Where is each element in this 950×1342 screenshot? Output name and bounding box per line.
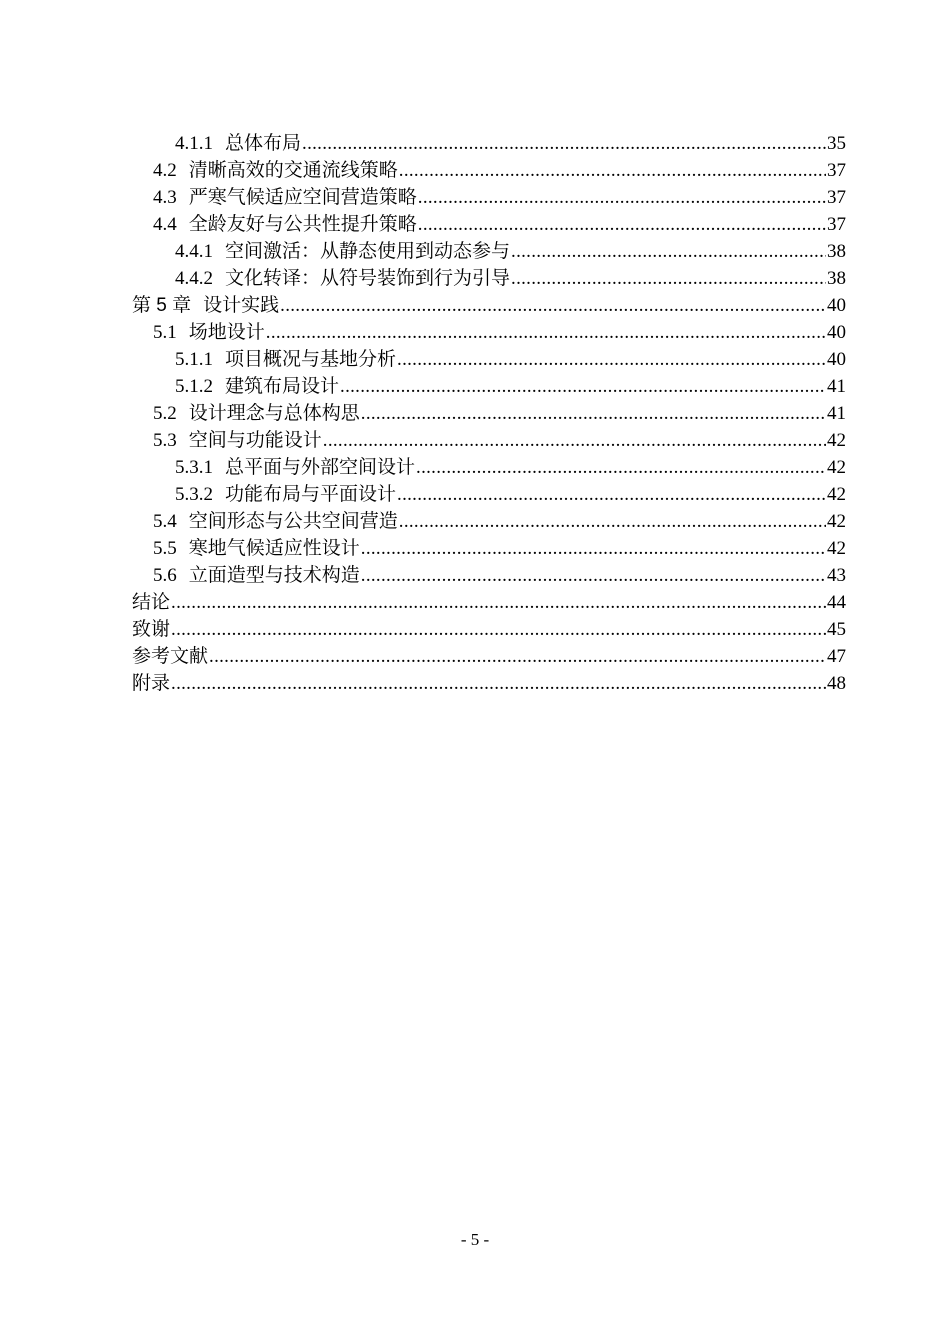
- toc-entry-references[interactable]: [132, 643, 846, 670]
- toc-leader-dots: [397, 481, 826, 508]
- toc-entry[interactable]: [132, 238, 846, 265]
- toc-entry-page: 37: [827, 187, 846, 208]
- toc-entry-page: 40: [827, 349, 846, 370]
- toc-entry-title: 致谢: [132, 619, 171, 640]
- toc-entry-page: 37: [827, 214, 846, 235]
- toc-entry[interactable]: [132, 562, 846, 589]
- toc-entry-number: 4.4: [153, 214, 177, 235]
- toc-entry-title: 附录: [132, 673, 171, 694]
- toc-leader-dots: [323, 427, 826, 454]
- toc-leader-dots: [399, 157, 826, 184]
- toc-entry-title: 寒地气候适应性设计: [188, 538, 360, 559]
- toc-entry-title: 参考文献: [132, 646, 209, 667]
- toc-entry-page: 40: [827, 322, 846, 343]
- toc-entry-title: 项目概况与基地分析: [225, 349, 397, 370]
- toc-entry-page: 37: [827, 160, 846, 181]
- toc-entry-appendix[interactable]: [132, 670, 846, 697]
- toc-entry-number: 5.1.1: [175, 349, 213, 370]
- toc-entry-title: 设计实践: [203, 295, 280, 316]
- toc-entry-number: 5.1.2: [175, 376, 213, 397]
- toc-entry-number: 5.2: [153, 403, 177, 424]
- toc-entry-title: 结论: [132, 592, 171, 613]
- toc-entry[interactable]: [132, 346, 846, 373]
- toc-entry-title: 清晰高效的交通流线策略: [188, 160, 398, 181]
- toc-entry-page: 35: [827, 133, 846, 154]
- toc-entry-page: 38: [827, 268, 846, 289]
- toc-entry-title: 场地设计: [188, 322, 265, 343]
- toc-leader-dots: [511, 238, 826, 265]
- toc-entry-title: 严寒气候适应空间营造策略: [188, 187, 417, 208]
- toc-leader-dots: [266, 319, 826, 346]
- toc-entry-title: 立面造型与技术构造: [188, 565, 360, 586]
- toc-entry-page: 42: [827, 484, 846, 505]
- toc-entry-number: 4.2: [153, 160, 177, 181]
- toc-entry-number: 5.3: [153, 430, 177, 451]
- toc-entry-number: 5.4: [153, 511, 177, 532]
- toc-entry-title: 总体布局: [225, 133, 302, 154]
- toc-entry-number: 4.1.1: [175, 133, 213, 154]
- toc-leader-dots: [361, 400, 826, 427]
- toc-entry-page: 41: [827, 376, 846, 397]
- toc-entry[interactable]: [132, 319, 846, 346]
- toc-entry-title: 空间激活：从静态使用到动态参与: [225, 241, 511, 262]
- toc-entry-page: 40: [827, 295, 846, 316]
- toc-entry-page: 41: [827, 403, 846, 424]
- toc-leader-dots: [302, 130, 826, 157]
- toc-leader-dots: [361, 562, 826, 589]
- toc-leader-dots: [209, 643, 826, 670]
- toc-entry-title: 功能布局与平面设计: [225, 484, 397, 505]
- toc-entry-acknowledgements[interactable]: [132, 616, 846, 643]
- toc-entry-number: 4.4.1: [175, 241, 213, 262]
- toc-entry-title: 全龄友好与公共性提升策略: [188, 214, 417, 235]
- toc-leader-dots: [171, 589, 826, 616]
- toc-entry[interactable]: [132, 400, 846, 427]
- toc-entry[interactable]: [132, 427, 846, 454]
- toc-entry-title: 空间与功能设计: [188, 430, 322, 451]
- toc-entry-page: 45: [827, 619, 846, 640]
- toc-entry-number: 5.6: [153, 565, 177, 586]
- toc-leader-dots: [397, 346, 826, 373]
- toc-entry-page: 42: [827, 430, 846, 451]
- toc-entry[interactable]: [132, 454, 846, 481]
- toc-entry-number: 5.1: [153, 322, 177, 343]
- toc-entry-page: 42: [827, 511, 846, 532]
- toc-entry-number: 5.3.2: [175, 484, 213, 505]
- toc-entry[interactable]: [132, 184, 846, 211]
- toc-leader-dots: [418, 211, 826, 238]
- toc-entry-number: 5.5: [153, 538, 177, 559]
- toc-entry[interactable]: [132, 157, 846, 184]
- toc-entry-page: 44: [827, 592, 846, 613]
- toc-entry[interactable]: [132, 508, 846, 535]
- toc-entry-page: 38: [827, 241, 846, 262]
- toc-entry-number: 第 5 章: [132, 295, 192, 316]
- toc-entry[interactable]: [132, 130, 846, 157]
- toc-entry[interactable]: [132, 535, 846, 562]
- toc-entry-title: 文化转译：从符号装饰到行为引导: [225, 268, 511, 289]
- toc-entry-page: 42: [827, 538, 846, 559]
- toc-entry[interactable]: [132, 211, 846, 238]
- toc-entry[interactable]: [132, 265, 846, 292]
- toc-entry-title: 空间形态与公共空间营造: [188, 511, 398, 532]
- page-number-footer: - 5 -: [460, 1230, 490, 1249]
- toc-entry-chapter[interactable]: [132, 292, 846, 319]
- toc-leader-dots: [416, 454, 826, 481]
- toc-entry-page: 43: [827, 565, 846, 586]
- toc-entry-number: 4.3: [153, 187, 177, 208]
- toc-entry[interactable]: [132, 481, 846, 508]
- toc-entry-page: 47: [827, 646, 846, 667]
- toc-entry-number: 4.4.2: [175, 268, 213, 289]
- toc-entry-conclusion[interactable]: [132, 589, 846, 616]
- toc-entry-number: 5.3.1: [175, 457, 213, 478]
- toc-leader-dots: [340, 373, 826, 400]
- toc-entry[interactable]: [132, 373, 846, 400]
- toc-entry-title: 设计理念与总体构思: [188, 403, 360, 424]
- toc-entry-page: 48: [827, 673, 846, 694]
- toc-leader-dots: [418, 184, 826, 211]
- toc-leader-dots: [280, 292, 826, 319]
- toc-leader-dots: [511, 265, 826, 292]
- toc-entry-page: 42: [827, 457, 846, 478]
- toc-leader-dots: [399, 508, 826, 535]
- toc-entry-title: 总平面与外部空间设计: [225, 457, 416, 478]
- toc-leader-dots: [171, 670, 826, 697]
- toc-entry-title: 建筑布局设计: [225, 376, 340, 397]
- toc-leader-dots: [361, 535, 826, 562]
- toc-leader-dots: [171, 616, 826, 643]
- table-of-contents: [132, 130, 846, 697]
